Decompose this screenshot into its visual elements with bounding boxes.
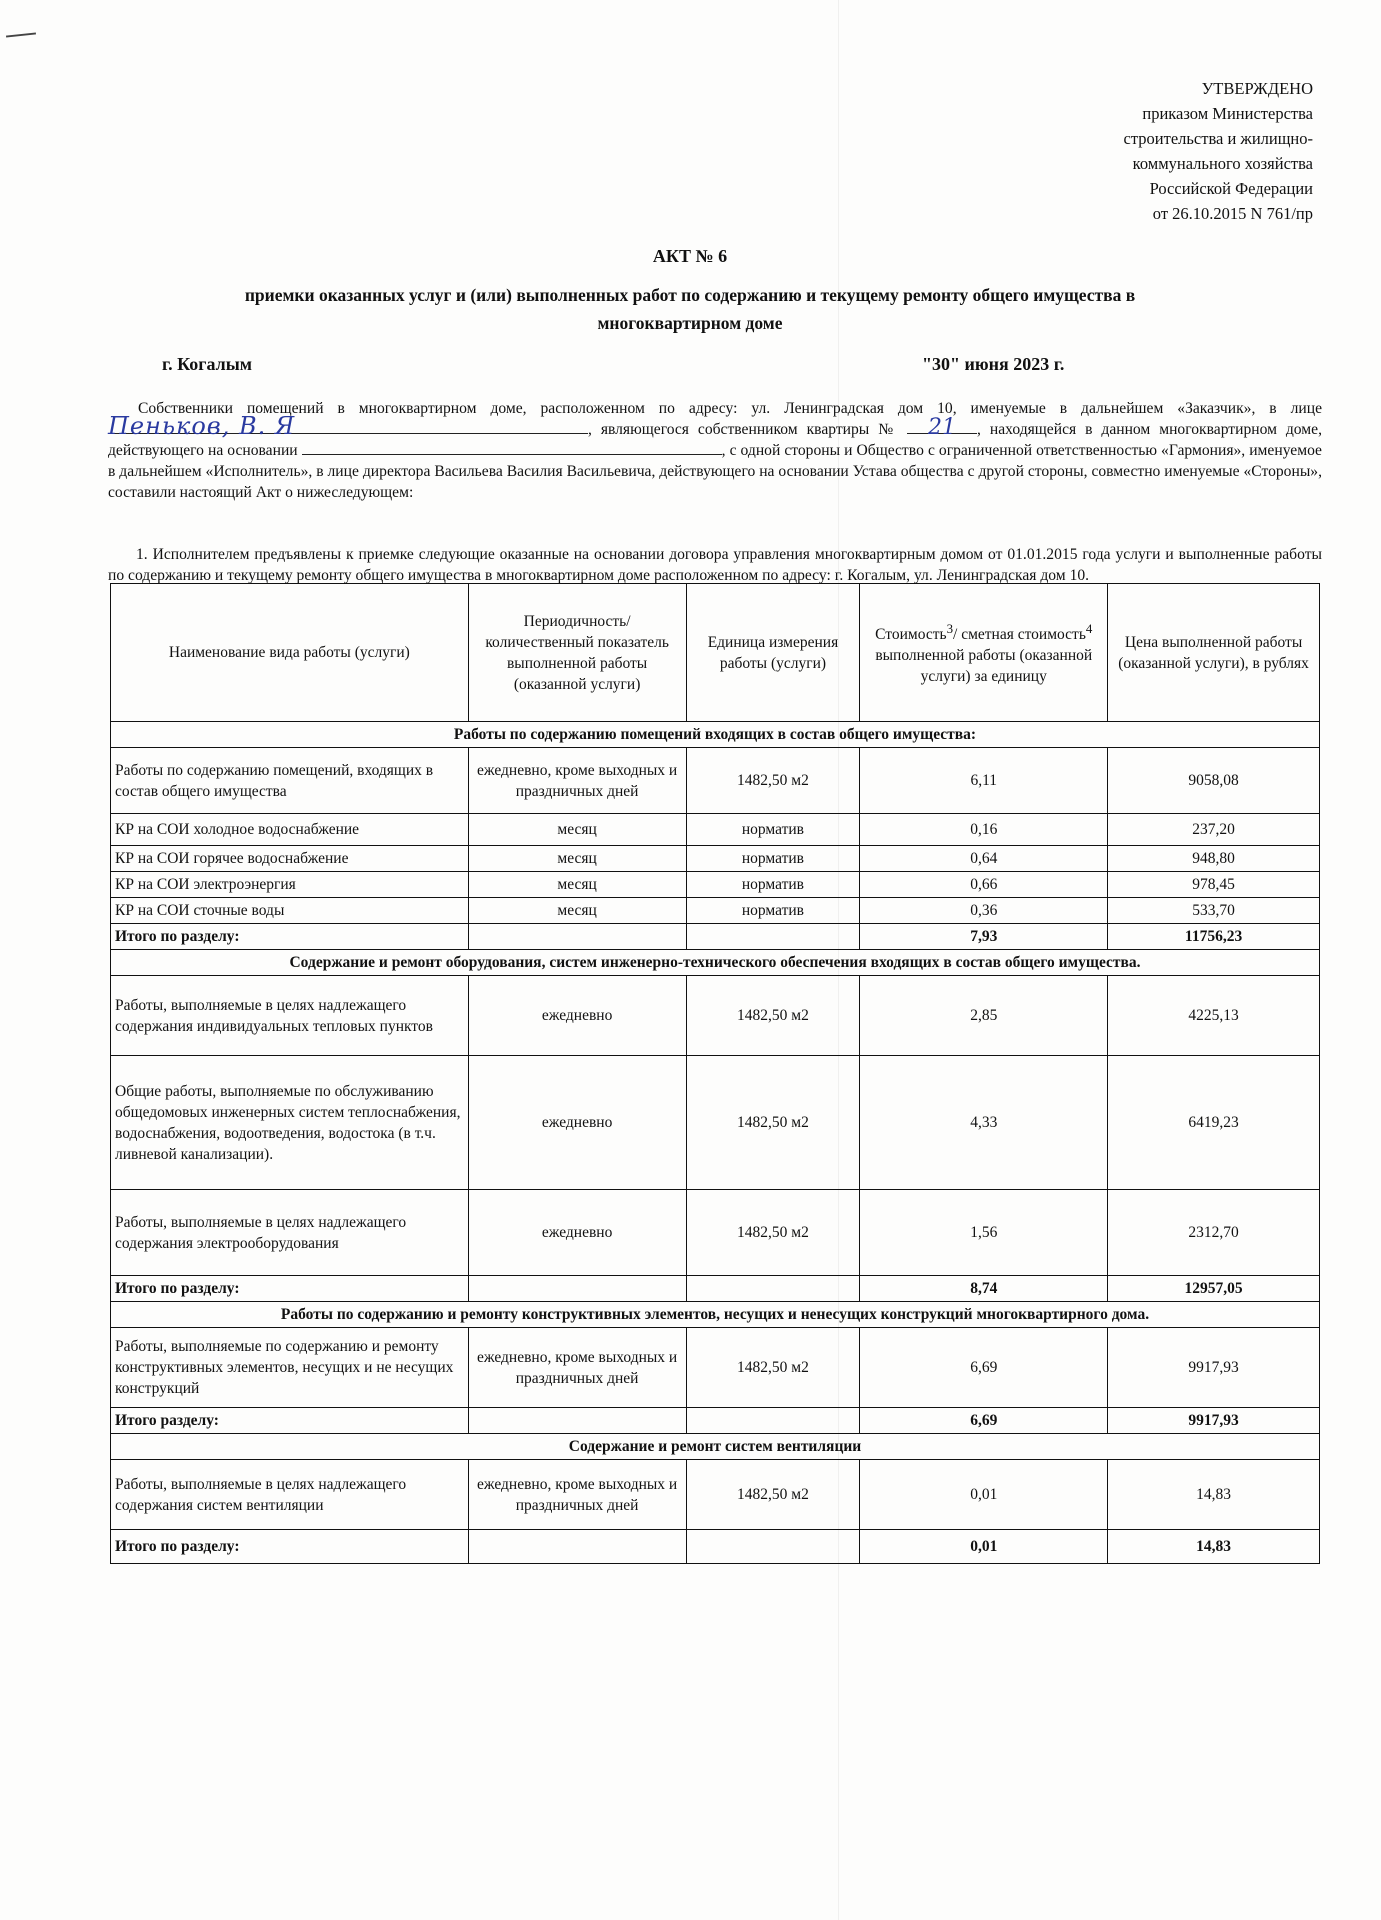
works-table — [110, 583, 1320, 1564]
cell-price: 9058,08 — [1108, 748, 1320, 814]
total-empty-cell — [686, 924, 860, 950]
cell-cost: 6,11 — [860, 748, 1108, 814]
intro-text: , являющегося собственником квартиры № — [588, 421, 899, 438]
total-empty-cell — [468, 1408, 686, 1434]
act-subtitle — [90, 281, 1290, 337]
cell-period: ежедневно, кроме выходных и праздничных дней — [468, 1328, 686, 1408]
clause-1-paragraph — [108, 544, 1322, 586]
section-title: Содержание и ремонт систем вентиляции — [111, 1434, 1320, 1460]
cell-name: КР на СОИ электроэнергия — [111, 872, 469, 898]
cell-unit: норматив — [686, 814, 860, 846]
representative-signature: Пеньков, В. Я — [108, 412, 296, 440]
total-empty-cell — [686, 1530, 860, 1564]
cell-name: КР на СОИ сточные воды — [111, 898, 469, 924]
total-empty-cell — [468, 1530, 686, 1564]
intro-text: Собственники помещений в многоквартирном доме, расположенном по адресу: ул. Ленинградская дом 10, именуемые в дальнейшем «Заказчик», в лице — [138, 400, 1322, 417]
table-row — [111, 748, 1320, 814]
cell-name: Работы, выполняемые по содержанию и ремонту конструктивных элементов, несущих и не несущих конструкций — [111, 1328, 469, 1408]
cell-cost: 1,56 — [860, 1190, 1108, 1276]
cell-cost: 0,36 — [860, 898, 1108, 924]
cell-cost: 0,01 — [860, 1460, 1108, 1530]
cell-cost: 2,85 — [860, 976, 1108, 1056]
cell-cost: 0,66 — [860, 872, 1108, 898]
approved-line: коммунального хозяйства — [1132, 154, 1313, 173]
total-cost: 8,74 — [860, 1276, 1108, 1302]
approval-stamp-block — [953, 76, 1313, 226]
cell-price: 4225,13 — [1108, 976, 1320, 1056]
total-label: Итого разделу: — [111, 1408, 469, 1434]
cell-unit: 1482,50 м2 — [686, 1056, 860, 1190]
cell-period: месяц — [468, 846, 686, 872]
act-title: АКТ № 6 — [652, 246, 728, 266]
cell-cost: 4,33 — [860, 1056, 1108, 1190]
table-row — [111, 898, 1320, 924]
section-title-row — [111, 1434, 1320, 1460]
table-row — [111, 1328, 1320, 1408]
table-row — [111, 846, 1320, 872]
cell-period: месяц — [468, 814, 686, 846]
section-total-row — [111, 1530, 1320, 1564]
total-label: Итого по разделу: — [111, 1276, 469, 1302]
section-total-row — [111, 1408, 1320, 1434]
header-period: Периодичность/ количественный показатель выполненной работы (оказанной услуги) — [468, 584, 686, 722]
cell-unit: 1482,50 м2 — [686, 1460, 860, 1530]
cell-name: Общие работы, выполняемые по обслуживанию общедомовых инженерных систем теплоснабжения, водоснабжения, водоотведения, водостока (в т.ч. ливневой канализации). — [111, 1056, 469, 1190]
total-price: 11756,23 — [1108, 924, 1320, 950]
cell-name: Работы, выполняемые в целях надлежащего содержания систем вентиляции — [111, 1460, 469, 1530]
total-price: 12957,05 — [1108, 1276, 1320, 1302]
intro-text: , с одной стороны и Обществo с ограниченной ответственностью «Гармония», именуемое в дальнейшем «Исполнитель», в лице директора Васильева Василия Васильевича, действующего на основании Устава общества с другой стороны, совместно именуемые «Стороны», составили настоящий Акт о нижеследующем: — [108, 442, 1322, 501]
cell-unit: норматив — [686, 872, 860, 898]
table-row — [111, 1056, 1320, 1190]
cell-period: месяц — [468, 898, 686, 924]
table-row — [111, 872, 1320, 898]
scan-mark — [6, 32, 36, 37]
intro-paragraph — [108, 398, 1322, 503]
cell-name: КР на СОИ горячее водоснабжение — [111, 846, 469, 872]
act-subtitle-line: многоквартирном доме — [597, 313, 783, 333]
cell-unit: норматив — [686, 898, 860, 924]
total-label: Итого по разделу: — [111, 1530, 469, 1564]
apartment-number: 21 — [928, 415, 957, 440]
cell-price: 14,83 — [1108, 1460, 1320, 1530]
cell-price: 9917,93 — [1108, 1328, 1320, 1408]
cell-price: 533,70 — [1108, 898, 1320, 924]
act-date: "30" июня 2023 г. — [922, 354, 1065, 374]
basis-blank-field — [302, 440, 722, 455]
total-cost: 6,69 — [860, 1408, 1108, 1434]
cell-unit: норматив — [686, 846, 860, 872]
section-title-row — [111, 1302, 1320, 1328]
section-title-row — [111, 722, 1320, 748]
cell-unit: 1482,50 м2 — [686, 976, 860, 1056]
total-cost: 7,93 — [860, 924, 1108, 950]
approved-line: приказом Министерства — [1142, 104, 1313, 123]
cell-name: Работы, выполняемые в целях надлежащего содержания индивидуальных тепловых пунктов — [111, 976, 469, 1056]
intro-text: , находящейся в данном многоквартирном доме, действующего на основании — [108, 421, 1322, 459]
cell-price: 6419,23 — [1108, 1056, 1320, 1190]
total-empty-cell — [686, 1276, 860, 1302]
header-cost: Стоимость$^3$/ сметная стоимость$^4$ выполненной работы (оказанной услуги) за единицу — [860, 584, 1108, 722]
cell-cost: 0,64 — [860, 846, 1108, 872]
cell-price: 948,80 — [1108, 846, 1320, 872]
approved-line: от 26.10.2015 N 761/пр — [1152, 204, 1313, 223]
table-row — [111, 1460, 1320, 1530]
section-title: Содержание и ремонт оборудования, систем инженерно-технического обеспечения входящих в состав общего имущества. — [111, 950, 1320, 976]
total-price: 14,83 — [1108, 1530, 1320, 1564]
cell-unit: 1482,50 м2 — [686, 748, 860, 814]
total-cost: 0,01 — [860, 1530, 1108, 1564]
act-city: г. Когалым — [162, 354, 253, 374]
total-empty-cell — [468, 1276, 686, 1302]
representative-signature-field — [108, 412, 588, 440]
cell-period: ежедневно — [468, 1190, 686, 1276]
approved-line: УТВЕРЖДЕНО — [1201, 79, 1313, 98]
apartment-number-field — [907, 415, 977, 440]
cell-price: 978,45 — [1108, 872, 1320, 898]
header-price: Цена выполненной работы (оказанной услуги), в рублях — [1108, 584, 1320, 722]
header-unit: Единица измерения работы (услуги) — [686, 584, 860, 722]
cell-price: 237,20 — [1108, 814, 1320, 846]
cell-period: ежедневно, кроме выходных и праздничных дней — [468, 1460, 686, 1530]
cell-period: ежедневно, кроме выходных и праздничных дней — [468, 748, 686, 814]
table-row — [111, 976, 1320, 1056]
table-header-row — [111, 584, 1320, 722]
approved-line: строительства и жилищно- — [1123, 129, 1313, 148]
cell-cost: 6,69 — [860, 1328, 1108, 1408]
cell-unit: 1482,50 м2 — [686, 1328, 860, 1408]
section-title: Работы по содержанию и ремонту конструктивных элементов, несущих и ненесущих конструкций многоквартирного дома. — [111, 1302, 1320, 1328]
cell-price: 2312,70 — [1108, 1190, 1320, 1276]
section-title-row — [111, 950, 1320, 976]
clause-1-text: 1. Исполнителем предъявлены к приемке следующие оказанные на основании договора управления многоквартирным домом от 01.01.2015 года услуги и выполненные работы по содержанию и текущему ремонту общего имущества в многоквартирном доме расположенном по адресу: г. Когалым, ул. Ленинградская дом 10. — [108, 546, 1322, 584]
cell-period: ежедневно — [468, 1056, 686, 1190]
table-row — [111, 814, 1320, 846]
total-price: 9917,93 — [1108, 1408, 1320, 1434]
cell-name: Работы по содержанию помещений, входящих в состав общего имущества — [111, 748, 469, 814]
cell-name: КР на СОИ холодное водоснабжение — [111, 814, 469, 846]
table-row — [111, 1190, 1320, 1276]
section-total-row — [111, 924, 1320, 950]
total-empty-cell — [468, 924, 686, 950]
header-name: Наименование вида работы (услуги) — [111, 584, 469, 722]
cell-unit: 1482,50 м2 — [686, 1190, 860, 1276]
total-label: Итого по разделу: — [111, 924, 469, 950]
section-title: Работы по содержанию помещений входящих в состав общего имущества: — [111, 722, 1320, 748]
cell-name: Работы, выполняемые в целях надлежащего содержания электрооборудования — [111, 1190, 469, 1276]
cell-period: месяц — [468, 872, 686, 898]
section-total-row — [111, 1276, 1320, 1302]
cell-period: ежедневно — [468, 976, 686, 1056]
approved-line: Российской Федерации — [1149, 179, 1313, 198]
total-empty-cell — [686, 1408, 860, 1434]
cell-cost: 0,16 — [860, 814, 1108, 846]
act-subtitle-line: приемки оказанных услуг и (или) выполненных работ по содержанию и текущему ремонту общего имущества в — [244, 285, 1136, 305]
